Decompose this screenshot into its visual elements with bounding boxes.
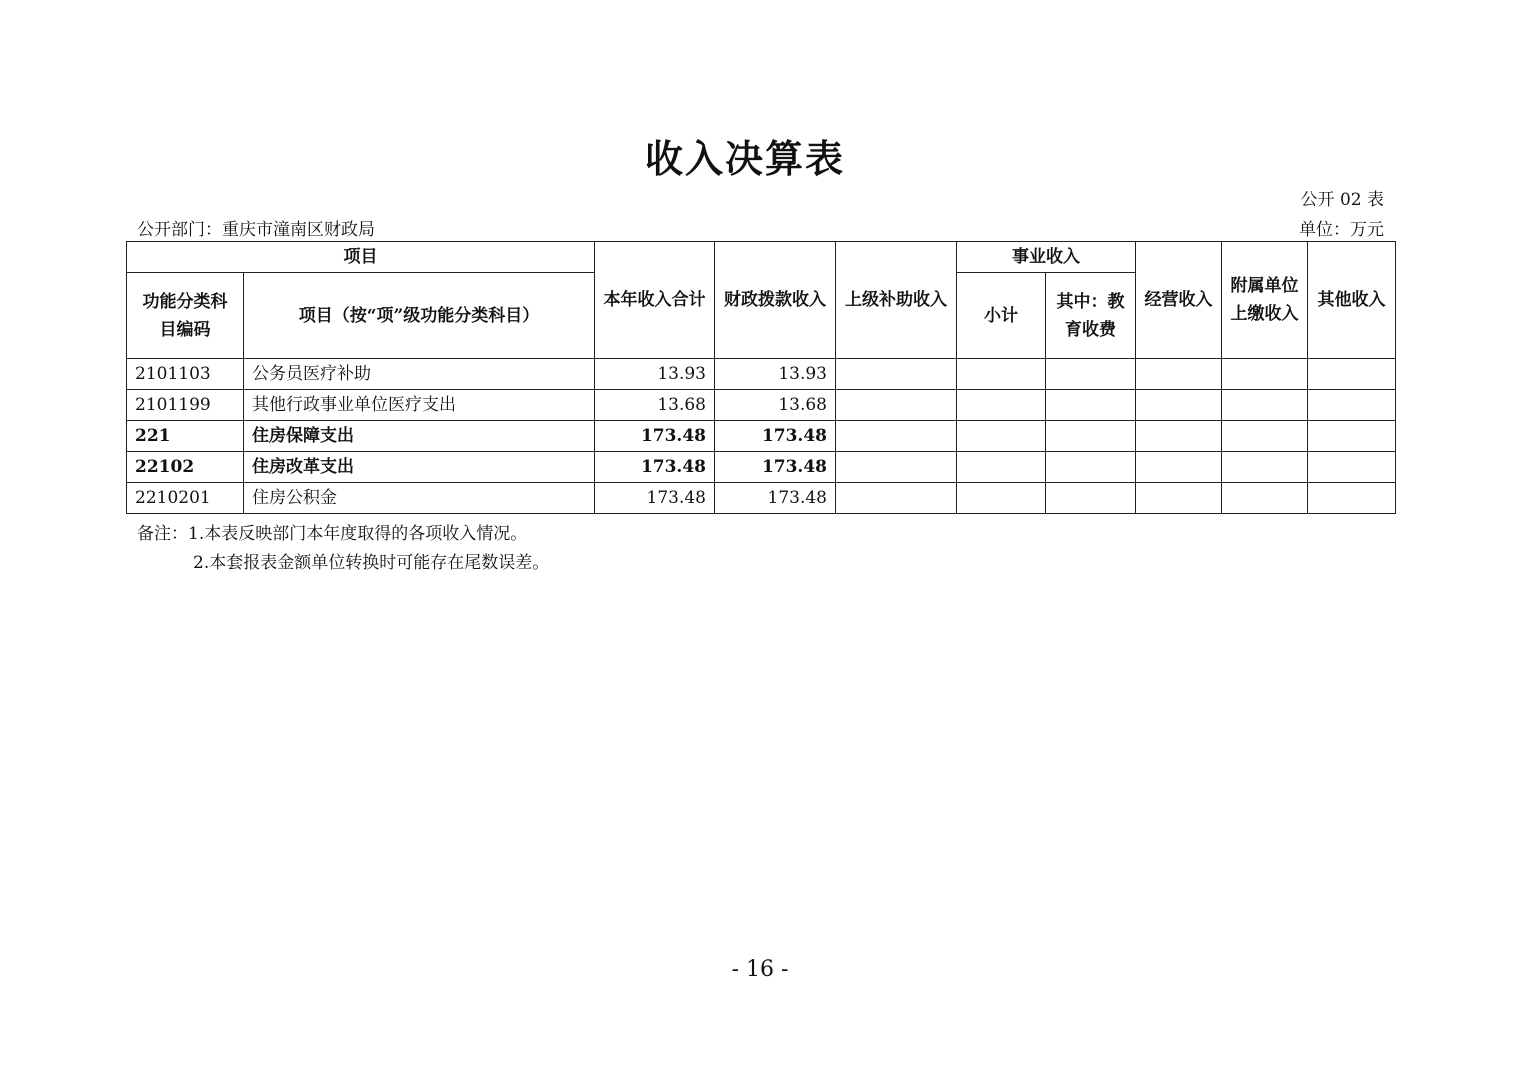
- header-subtotal: 小计: [957, 273, 1046, 359]
- cell-affiliated: [1222, 359, 1308, 390]
- cell-other: [1308, 390, 1396, 421]
- cell-superior: [836, 421, 957, 452]
- cell-edu: [1046, 359, 1136, 390]
- table-row: [127, 359, 1396, 390]
- header-name: 项目（按“项”级功能分类科目）: [244, 273, 595, 359]
- header-affiliated: 附属单位上缴收入: [1222, 242, 1308, 359]
- table-row: [127, 421, 1396, 452]
- header-total: 本年收入合计: [595, 242, 715, 359]
- table-row: [127, 452, 1396, 483]
- unit-label: 单位：万元: [1299, 220, 1384, 240]
- cell-edu: [1046, 421, 1136, 452]
- cell-superior: [836, 483, 957, 514]
- page-title: 收入决算表: [644, 136, 845, 181]
- cell-name: 其他行政事业单位医疗支出: [244, 390, 595, 421]
- cell-operating: [1136, 483, 1222, 514]
- cell-code: 221: [127, 421, 244, 452]
- table-row: [127, 390, 1396, 421]
- cell-superior: [836, 452, 957, 483]
- cell-other: [1308, 421, 1396, 452]
- cell-superior: [836, 359, 957, 390]
- cell-affiliated: [1222, 421, 1308, 452]
- header-superior: 上级补助收入: [836, 242, 957, 359]
- department-label: 公开部门：重庆市潼南区财政局: [137, 220, 375, 240]
- cell-code: 2101199: [127, 390, 244, 421]
- cell-edu: [1046, 452, 1136, 483]
- cell-operating: [1136, 359, 1222, 390]
- cell-subtotal: [957, 483, 1046, 514]
- page-number: - 16 -: [731, 957, 789, 982]
- cell-other: [1308, 359, 1396, 390]
- cell-name: 住房公积金: [244, 483, 595, 514]
- cell-affiliated: [1222, 390, 1308, 421]
- cell-total: 13.93: [595, 359, 715, 390]
- note-1: 备注：1.本表反映部门本年度取得的各项收入情况。: [137, 524, 528, 544]
- cell-code: 2210201: [127, 483, 244, 514]
- cell-fiscal: 173.48: [715, 483, 836, 514]
- header-other: 其他收入: [1308, 242, 1396, 359]
- cell-name: 住房改革支出: [244, 452, 595, 483]
- cell-subtotal: [957, 452, 1046, 483]
- cell-other: [1308, 452, 1396, 483]
- cell-name: 公务员医疗补助: [244, 359, 595, 390]
- header-item: 项目: [127, 242, 595, 273]
- cell-name: 住房保障支出: [244, 421, 595, 452]
- cell-other: [1308, 483, 1396, 514]
- header-edu: 其中：教育收费: [1046, 273, 1136, 359]
- cell-fiscal: 173.48: [715, 421, 836, 452]
- cell-subtotal: [957, 359, 1046, 390]
- notes: [137, 520, 549, 578]
- header-fiscal: 财政拨款收入: [715, 242, 836, 359]
- cell-total: 173.48: [595, 421, 715, 452]
- cell-fiscal: 173.48: [715, 452, 836, 483]
- header-business: 事业收入: [957, 242, 1136, 273]
- cell-code: 2101103: [127, 359, 244, 390]
- cell-total: 13.68: [595, 390, 715, 421]
- cell-affiliated: [1222, 452, 1308, 483]
- cell-superior: [836, 390, 957, 421]
- cell-fiscal: 13.68: [715, 390, 836, 421]
- cell-code: 22102: [127, 452, 244, 483]
- cell-total: 173.48: [595, 452, 715, 483]
- header-operating: 经营收入: [1136, 242, 1222, 359]
- cell-edu: [1046, 483, 1136, 514]
- cell-operating: [1136, 390, 1222, 421]
- cell-subtotal: [957, 390, 1046, 421]
- cell-operating: [1136, 421, 1222, 452]
- cell-total: 173.48: [595, 483, 715, 514]
- income-table: [126, 241, 1396, 514]
- form-number: 公开 02 表: [1300, 190, 1384, 210]
- cell-edu: [1046, 390, 1136, 421]
- cell-operating: [1136, 452, 1222, 483]
- note-2: 2.本套报表金额单位转换时可能存在尾数误差。: [193, 553, 550, 573]
- cell-subtotal: [957, 421, 1046, 452]
- cell-fiscal: 13.93: [715, 359, 836, 390]
- cell-affiliated: [1222, 483, 1308, 514]
- table-row: [127, 483, 1396, 514]
- header-code: 功能分类科目编码: [127, 273, 244, 359]
